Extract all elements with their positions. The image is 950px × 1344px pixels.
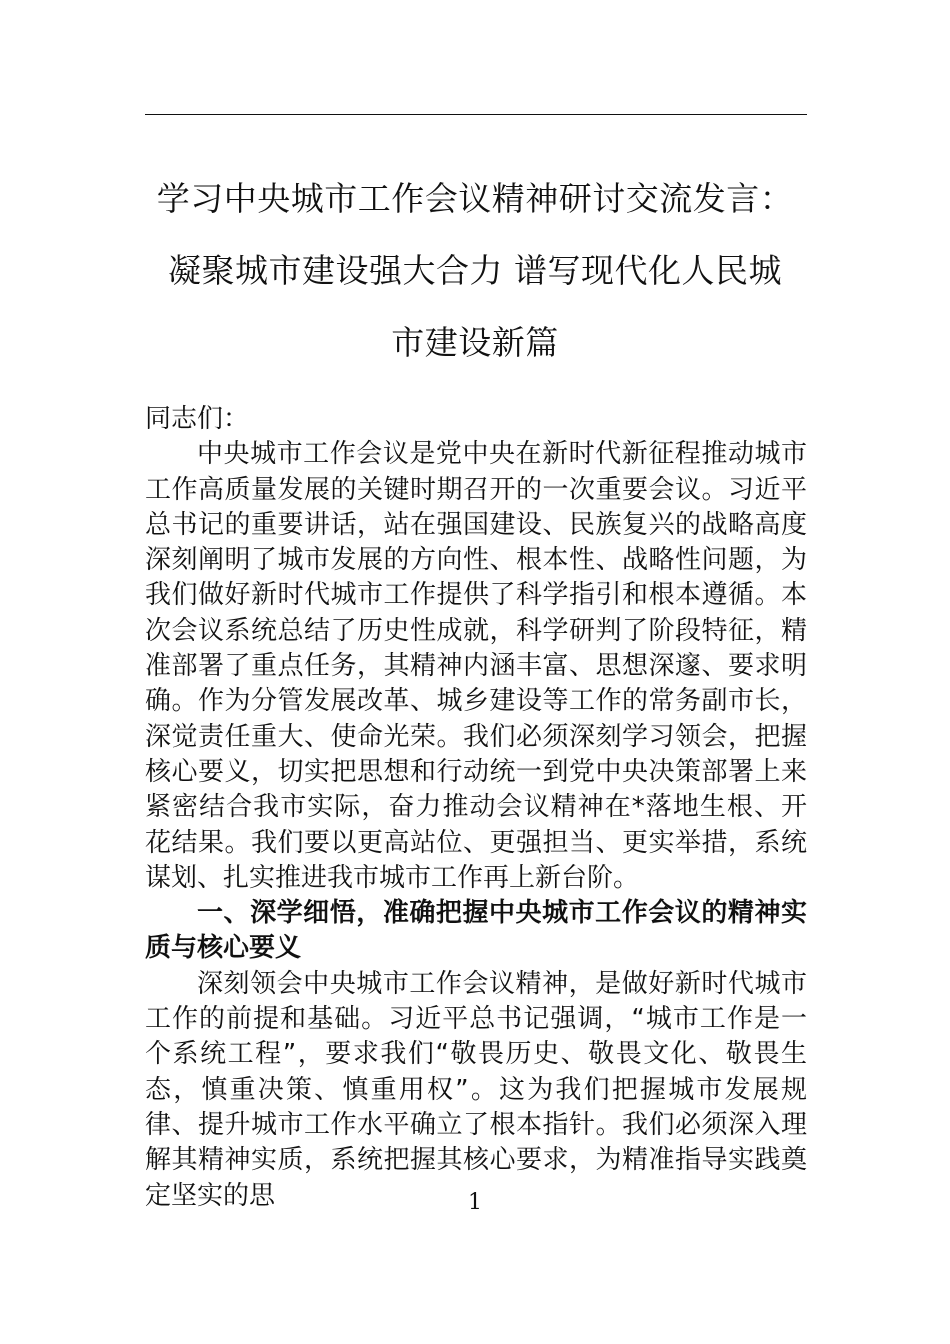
body-paragraph-2: 深刻领会中央城市工作会议精神，是做好新时代城市工作的前提和基础。习近平总书记强调，“城市工作是一个系统工程”，要求我们“敬畏历史、敬畏文化、敬畏生态，慎重决策、慎重用权”。这为我们把握城市发展规律、提升城市工作水平确立了根本指针。我们必须深入理解其精神实质，系统把握其核心要求，为精准指导实践奠定坚实的思 bbox=[145, 968, 807, 1211]
title-line-2: 凝聚城市建设强大合力 谱写现代化人民城 bbox=[168, 251, 782, 290]
section-heading-1: 一、深学细悟，准确把握中央城市工作会议的精神实质与核心要义 bbox=[145, 898, 807, 964]
header-rule bbox=[145, 114, 807, 115]
title-line-3: 市建设新篇 bbox=[391, 323, 559, 362]
document-body bbox=[145, 402, 807, 1214]
salutation: 同志们： bbox=[145, 404, 250, 434]
document-title bbox=[130, 163, 820, 379]
page-number: 1 bbox=[468, 1190, 482, 1215]
body-paragraph-1: 中央城市工作会议是党中央在新时代新征程推动城市工作高质量发展的关键时期召开的一次重要会议。习近平总书记的重要讲话，站在强国建设、民族复兴的战略高度深刻阐明了城市发展的方向性、根本性、战略性问题，为我们做好新时代城市工作提供了科学指引和根本遵循。本次会议系统总结了历史性成就，科学研判了阶段特征，精准部署了重点任务，其精神内涵丰富、思想深邃、要求明确。作为分管发展改革、城乡建设等工作的常务副市长，深觉责任重大、使命光荣。我们必须深刻学习领会，把握核心要义，切实把思想和行动统一到党中央决策部署上来紧密结合我市实际，奋力推动会议精神在*落地生根、开花结果。我们要以更高站位、更强担当、更实举措，系统谋划、扎实推进我市城市工作再上新台阶。 bbox=[145, 439, 807, 893]
title-line-1: 学习中央城市工作会议精神研讨交流发言： bbox=[156, 179, 794, 218]
